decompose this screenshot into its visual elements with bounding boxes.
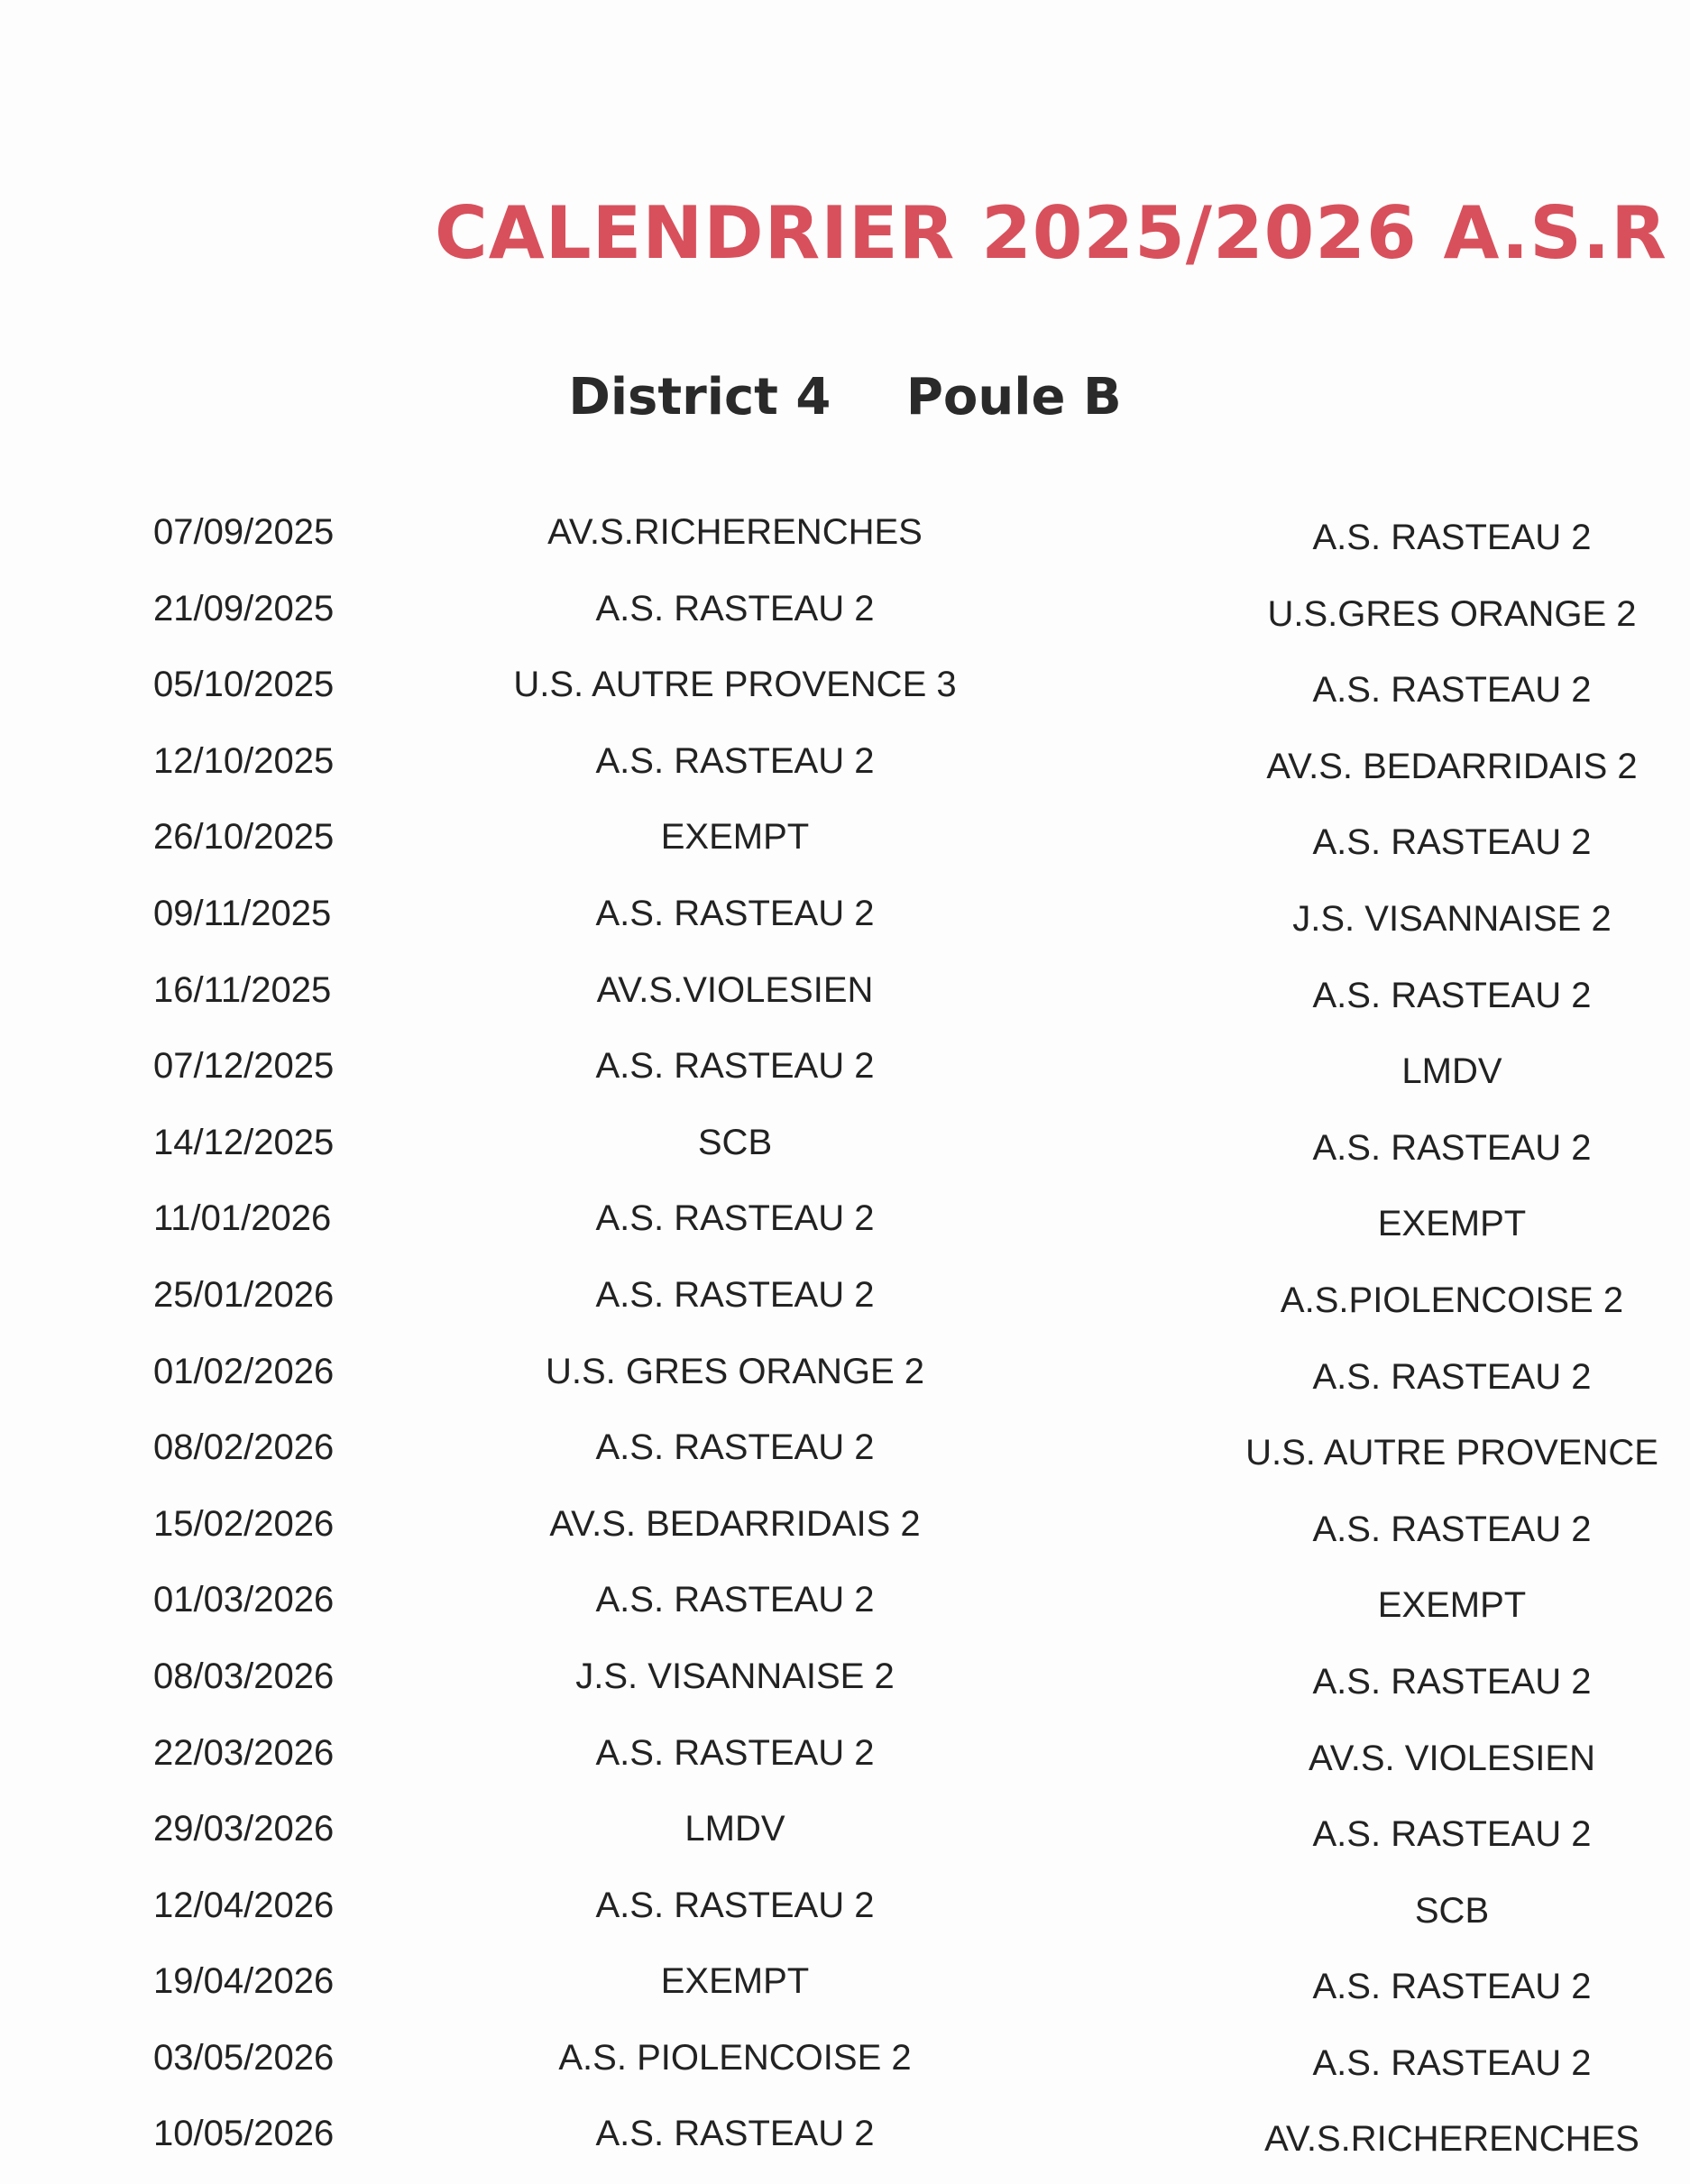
district-label: District 4 — [568, 368, 831, 427]
away-team: EXEMPT — [1377, 1585, 1527, 1626]
home-team: A.S. RASTEAU 2 — [595, 1580, 875, 1620]
match-date: 01/03/2026 — [153, 1580, 335, 1620]
match-date: 08/02/2026 — [153, 1427, 335, 1468]
home-team: A.S. RASTEAU 2 — [595, 893, 875, 933]
match-row — [0, 1800, 1690, 1877]
match-date: 03/05/2026 — [153, 2037, 335, 2078]
match-row — [0, 1114, 1690, 1190]
match-row — [0, 656, 1690, 732]
away-team: A.S. RASTEAU 2 — [1312, 1814, 1592, 1855]
home-team: A.S. RASTEAU 2 — [595, 1427, 875, 1468]
home-team: U.S. AUTRE PROVENCE 3 — [513, 665, 957, 705]
match-date: 07/12/2025 — [153, 1046, 335, 1087]
home-team: EXEMPT — [660, 1961, 810, 2002]
match-row — [0, 1266, 1690, 1343]
home-team: AV.S.VIOLESIEN — [596, 969, 874, 1010]
away-team: A.S. RASTEAU 2 — [1312, 822, 1592, 863]
away-team: U.S.GRES ORANGE 2 — [1267, 593, 1637, 634]
home-team: EXEMPT — [660, 817, 810, 858]
match-row — [0, 1724, 1690, 1801]
home-team: A.S. RASTEAU 2 — [595, 1046, 875, 1087]
away-team: A.S. RASTEAU 2 — [1312, 1509, 1592, 1549]
home-team: LMDV — [684, 1809, 785, 1849]
match-row — [0, 503, 1690, 580]
match-date: 21/09/2025 — [153, 588, 335, 629]
home-team: U.S. GRES ORANGE 2 — [545, 1351, 925, 1391]
away-team: A.S. RASTEAU 2 — [1312, 1356, 1592, 1397]
match-date: 11/01/2026 — [153, 1198, 332, 1239]
away-team: J.S. VISANNAISE 2 — [1292, 898, 1612, 939]
match-date: 08/03/2026 — [153, 1656, 335, 1696]
match-row — [0, 1495, 1690, 1572]
match-date: 14/12/2025 — [153, 1122, 335, 1162]
away-team: A.S. RASTEAU 2 — [1312, 2042, 1592, 2083]
page-subtitle — [0, 368, 1690, 427]
match-row — [0, 580, 1690, 656]
match-date: 22/03/2026 — [153, 1732, 335, 1773]
match-row — [0, 1189, 1690, 1266]
match-row — [0, 1952, 1690, 2029]
away-team: EXEMPT — [1377, 1204, 1527, 1244]
away-team: A.S. RASTEAU 2 — [1312, 1127, 1592, 1168]
home-team: AV.S. BEDARRIDAIS 2 — [549, 1503, 921, 1544]
match-row — [0, 1877, 1690, 1953]
match-row — [0, 885, 1690, 961]
home-team: A.S. RASTEAU 2 — [595, 588, 875, 629]
match-row — [0, 732, 1690, 809]
match-date: 09/11/2025 — [153, 893, 332, 933]
match-row — [0, 2105, 1690, 2181]
page-title: CALENDRIER 2025/2026 A.S.R — [435, 191, 1667, 275]
home-team: A.S. RASTEAU 2 — [595, 740, 875, 781]
match-row — [0, 808, 1690, 885]
home-team: J.S. VISANNAISE 2 — [575, 1656, 895, 1696]
away-team: U.S. AUTRE PROVENCE — [1245, 1433, 1658, 1473]
match-date: 26/10/2025 — [153, 817, 335, 858]
match-date: 19/04/2026 — [153, 1961, 335, 2002]
away-team: A.S. RASTEAU 2 — [1312, 1967, 1592, 2007]
poule-label: Poule B — [905, 368, 1122, 427]
away-team: A.S. RASTEAU 2 — [1312, 670, 1592, 711]
match-row — [0, 961, 1690, 1038]
match-date: 29/03/2026 — [153, 1809, 335, 1849]
match-schedule — [0, 503, 1690, 2181]
match-date: 01/02/2026 — [153, 1351, 335, 1391]
away-team: A.S. RASTEAU 2 — [1312, 1661, 1592, 1702]
match-row — [0, 1037, 1690, 1114]
home-team: SCB — [697, 1122, 773, 1162]
home-team: A.S. RASTEAU 2 — [595, 1732, 875, 1773]
home-team: A.S. RASTEAU 2 — [595, 1885, 875, 1925]
match-row — [0, 1571, 1690, 1647]
match-date: 25/01/2026 — [153, 1274, 335, 1315]
away-team: AV.S.RICHERENCHES — [1264, 2119, 1639, 2160]
away-team: A.S. RASTEAU 2 — [1312, 518, 1592, 557]
home-team: A.S. RASTEAU 2 — [595, 2114, 875, 2154]
away-team: A.S.PIOLENCOISE 2 — [1280, 1280, 1624, 1320]
match-row — [0, 1647, 1690, 1724]
match-date: 15/02/2026 — [153, 1503, 335, 1544]
match-date: 16/11/2025 — [153, 969, 332, 1010]
match-date: 12/04/2026 — [153, 1885, 335, 1925]
away-team: LMDV — [1401, 1051, 1502, 1092]
away-team: AV.S. VIOLESIEN — [1309, 1738, 1595, 1778]
home-team: A.S. RASTEAU 2 — [595, 1274, 875, 1315]
home-team: A.S. RASTEAU 2 — [595, 1198, 875, 1239]
match-date: 07/09/2025 — [153, 512, 335, 552]
match-row — [0, 1343, 1690, 1419]
match-date: 12/10/2025 — [153, 740, 335, 781]
match-row — [0, 2029, 1690, 2106]
home-team: A.S. PIOLENCOISE 2 — [558, 2037, 912, 2078]
match-date: 10/05/2026 — [153, 2114, 335, 2154]
match-date: 05/10/2025 — [153, 665, 335, 705]
away-team: A.S. RASTEAU 2 — [1312, 975, 1592, 1015]
away-team: SCB — [1414, 1890, 1490, 1931]
match-row — [0, 1418, 1690, 1495]
home-team: AV.S.RICHERENCHES — [547, 512, 923, 552]
away-team: AV.S. BEDARRIDAIS 2 — [1266, 746, 1638, 786]
